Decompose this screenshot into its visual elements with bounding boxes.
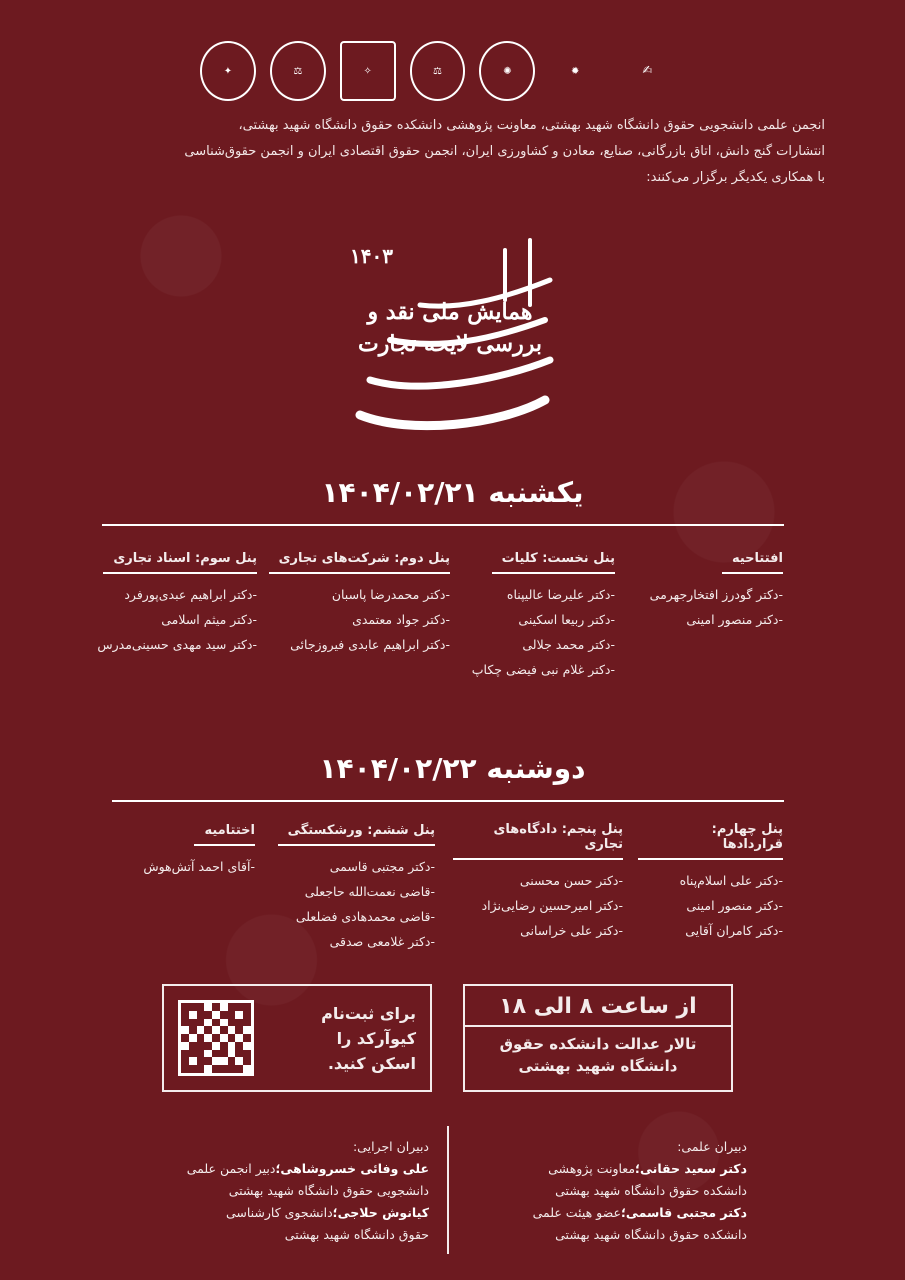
panel-title: پنل سوم: اسناد تجاری — [103, 551, 257, 574]
panel-member: -دکتر غلام نبی فیضی چکاپ — [471, 662, 615, 677]
secretaries-heading: دبیران علمی: — [677, 1139, 747, 1154]
panel-title: اختتامیه — [194, 823, 255, 846]
executive-secretaries — [169, 1136, 429, 1246]
university-emblem-icon: ✦ — [200, 41, 256, 101]
panel-closing — [105, 822, 255, 879]
panel-member: -دکتر علیرضا عالیپناه — [506, 587, 615, 602]
day2-date: دوشنبه ۱۴۰۴/۰۲/۲۲ — [319, 752, 586, 785]
conference-year: ۱۴۰۳ — [350, 244, 393, 268]
law-faculty-seal-icon: ⚖ — [270, 41, 326, 101]
secretary-role: دبیر انجمن علمی — [186, 1161, 276, 1176]
location-line: دانشگاه شهید بهشتی — [518, 1057, 678, 1075]
panel-member: -دکتر منصور امینی — [686, 898, 783, 913]
panel-member: -دکتر ربیعا اسکینی — [518, 612, 615, 627]
secretary-line — [169, 1202, 429, 1224]
secretary-line — [457, 1202, 747, 1224]
intro-line: انتشارات گنج دانش، اتاق بازرگانی، صنایع، معادن و کشاورزی ایران، انجمن حقوق اقتصادی ایران و انجمن حقوق‌شناسی — [184, 144, 825, 159]
scientific-secretaries — [457, 1136, 747, 1246]
panel-member: -دکتر محمد جلالی — [522, 637, 615, 652]
secretary-name: دکتر سعید حقانی؛ — [635, 1161, 747, 1176]
registration-line: کیوآرکد را — [336, 1028, 416, 1048]
panel-member: -دکتر امیرحسین رضایی‌نژاد — [481, 898, 623, 913]
panel-member: -دکتر محمدرضا پاسبان — [331, 587, 450, 602]
panel-title: پنل چهارم: قراردادها — [638, 822, 783, 860]
panel-member: -دکتر ابراهیم عابدی فیروزجائی — [290, 637, 450, 652]
secretary-name: کیانوش حلاجی؛ — [332, 1205, 429, 1220]
secretaries-heading: دبیران اجرایی: — [352, 1139, 429, 1154]
panel-member: -دکتر حسن محسنی — [519, 873, 623, 888]
registration-line: برای ثبت‌نام — [321, 1003, 416, 1023]
panel-member: -دکتر ابراهیم عبدی‌پورفرد — [124, 587, 257, 602]
panel-member: -دکتر منصور امینی — [686, 612, 783, 627]
event-time: از ساعت ۸ الی ۱۸ — [465, 986, 731, 1027]
network-emblem-icon: ✹ — [571, 65, 580, 77]
time-location-box — [463, 984, 733, 1092]
registration-line: اسکن کنید. — [327, 1053, 416, 1073]
panel-member: -قاضی محمدهادی فضلعلی — [295, 909, 435, 924]
conference-title — [340, 236, 560, 360]
panel-1 — [455, 550, 615, 682]
secretary-line: دانشکده حقوق دانشگاه شهید بهشتی — [555, 1227, 747, 1242]
secretary-name: دکتر مجتبی قاسمی؛ — [620, 1205, 747, 1220]
secretary-name: علی وفائی خسروشاهی؛ — [275, 1161, 429, 1176]
day1-date: یکشنبه ۱۴۰۴/۰۲/۲۱ — [321, 476, 584, 509]
qr-code-icon[interactable] — [178, 1000, 254, 1076]
secretary-role: عضو هیئت علمی — [532, 1205, 621, 1220]
panel-5 — [453, 822, 623, 943]
logo-row — [200, 36, 680, 106]
panel-title: افتتاحیه — [722, 551, 783, 574]
secretaries-divider — [447, 1126, 449, 1254]
panel-member: -دکتر میثم اسلامی — [161, 612, 257, 627]
secretary-line: دانشکده حقوق دانشگاه شهید بهشتی — [555, 1183, 747, 1198]
panel-title: پنل پنجم: دادگاه‌های تجاری — [453, 822, 623, 860]
registration-text — [321, 1001, 416, 1076]
panel-member: -دکتر سید مهدی حسینی‌مدرس — [97, 637, 257, 652]
panel-title: پنل دوم: شرکت‌های تجاری — [269, 551, 450, 574]
chamber-commerce-seal-icon: ✺ — [479, 41, 535, 101]
secretary-line: دانشجویی حقوق دانشگاه شهید بهشتی — [228, 1183, 429, 1198]
panel-member: -دکتر گودرز افتخارجهرمی — [649, 587, 783, 602]
secretary-line — [169, 1158, 429, 1180]
secretary-role: معاونت پژوهشی — [548, 1161, 636, 1176]
intro-line: با همکاری یکدیگر برگزار می‌کنند: — [646, 170, 825, 185]
scales-justice-icon: ⚖ — [410, 41, 466, 101]
conference-name: همایش ملی نقد و بررسی لایحه تجارت — [357, 299, 542, 357]
panel-6 — [270, 822, 435, 954]
secretary-line — [457, 1158, 747, 1180]
location-line: تالار عدالت دانشکده حقوق — [499, 1035, 697, 1053]
panel-member: -آقای احمد آتش‌هوش — [143, 859, 255, 874]
society-calligraphy-logo-icon: ✍ — [642, 63, 653, 78]
organizers-intro — [75, 113, 825, 191]
panel-4 — [638, 822, 783, 943]
panel-member: -دکتر علی خراسانی — [520, 923, 623, 938]
university-emblem-icon: ✧ — [340, 41, 396, 101]
panel-title: پنل نخست: کلیات — [492, 551, 615, 574]
panel-member: -دکتر مجتبی قاسمی — [329, 859, 435, 874]
secretary-role: دانشجوی کارشناسی — [225, 1205, 333, 1220]
panel-member: -دکتر غلامعی صدقی — [329, 934, 435, 949]
panel-title: پنل ششم: ورشکستگی — [278, 823, 435, 846]
panel-member: -دکتر کامران آقایی — [685, 923, 783, 938]
panel-member: -قاضی نعمت‌الله حاجعلی — [304, 884, 435, 899]
day2-divider — [112, 800, 784, 802]
event-location — [465, 1027, 731, 1077]
panel-opening — [649, 550, 783, 632]
panel-3 — [67, 550, 257, 657]
intro-line: انجمن علمی دانشجویی حقوق دانشگاه شهید بهشتی، معاونت پژوهشی دانشکده حقوق دانشگاه شهید بهشتی، — [238, 118, 825, 133]
panel-member: -دکتر جواد معتمدی — [352, 612, 450, 627]
day1-divider — [102, 524, 784, 526]
secretary-line: حقوق دانشگاه شهید بهشتی — [284, 1227, 429, 1242]
panel-2 — [265, 550, 450, 657]
panel-member: -دکتر علی اسلام‌پناه — [679, 873, 783, 888]
registration-box — [162, 984, 432, 1092]
